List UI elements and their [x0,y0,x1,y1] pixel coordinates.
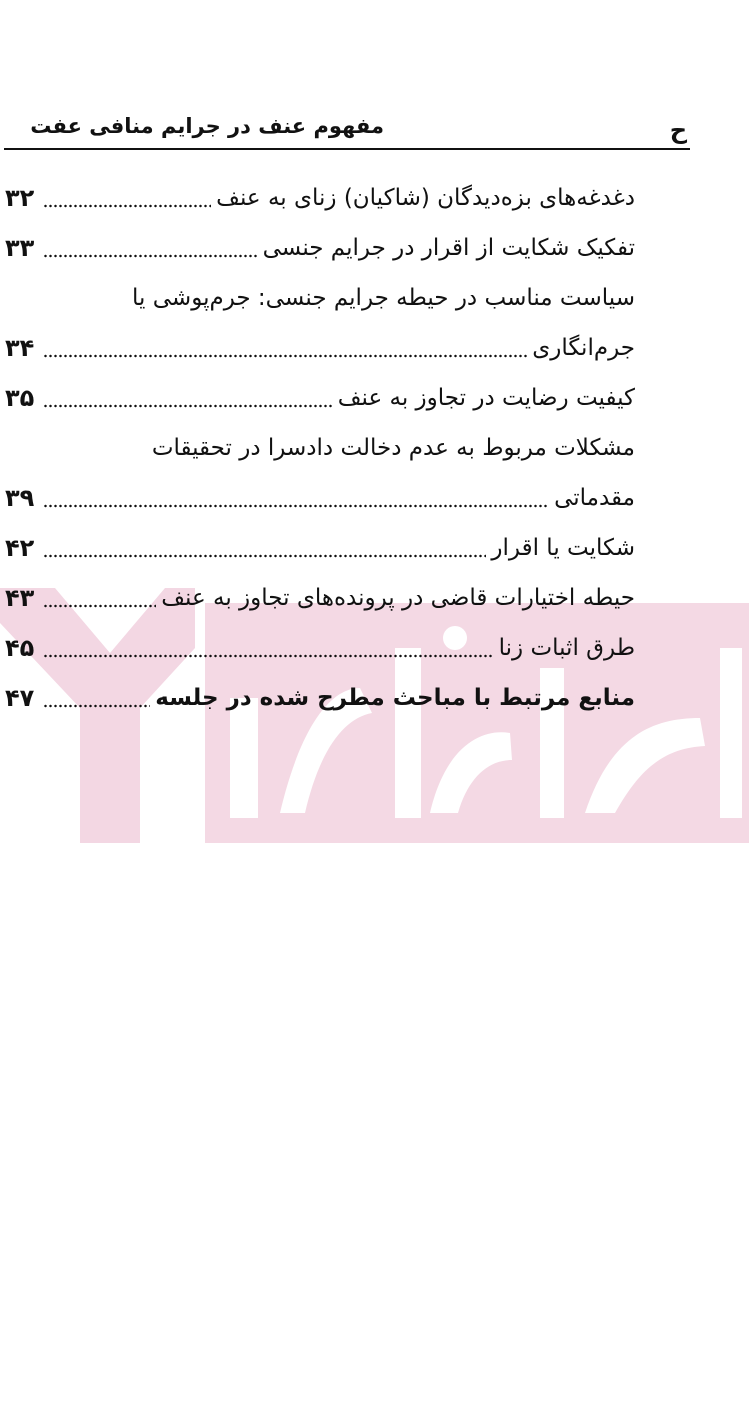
toc-page-number: ۳۹ [5,484,35,512]
header-divider [4,148,690,150]
dot-leader [43,554,486,558]
toc-page-number: ۳۴ [5,334,35,362]
toc-entry [5,523,635,573]
toc-page-number: ۳۲ [5,184,35,212]
page-number: ح [669,116,687,144]
toc-entry-title: دغدغه‌های بزه‌دیدگان (شاکیان) زنای به عنف [216,185,635,211]
toc-page-number: ۴۳ [5,584,35,612]
toc-entry [5,373,635,423]
toc-entry [5,323,635,373]
dot-leader [43,254,258,258]
toc-page-number: ۳۵ [5,384,35,412]
toc-entry [5,573,635,623]
dot-leader [43,704,150,708]
table-of-contents [5,173,635,723]
toc-entry-title: حیطه اختیارات قاضی در پرونده‌های تجاوز به عنف [161,585,635,611]
toc-entry-title: تفکیک شکایت از اقرار در جرایم جنسی [262,235,635,261]
toc-entry [5,423,635,473]
toc-entry-title: سیاست مناسب در حیطه جرایم جنسی: جرم‌پوشی یا [132,285,635,311]
running-title: مفهوم عنف در جرایم منافی عفت [30,114,384,138]
toc-page-number: ۴۷ [5,684,35,712]
dot-leader [43,204,211,208]
toc-entry [5,273,635,323]
toc-entry [5,473,635,523]
dot-leader [43,354,527,358]
toc-entry-title: کیفیت رضایت در تجاوز به عنف [337,385,635,411]
toc-entry-title: طرق اثبات زنا [498,635,635,661]
toc-entry [5,623,635,673]
toc-page-number: ۳۳ [5,234,35,262]
dot-leader [43,604,156,608]
toc-entry-title: مقدماتی [554,485,635,511]
toc-page-number: ۴۵ [5,634,35,662]
toc-entry [5,673,635,723]
dot-leader [43,504,549,508]
toc-entry [5,173,635,223]
toc-entry-title: مشکلات مربوط به عدم دخالت دادسرا در تحقیقات [151,435,635,461]
toc-page-number: ۴۲ [5,534,35,562]
toc-entry-title: شکایت یا اقرار [491,535,635,561]
dot-leader [43,654,494,658]
toc-entry [5,223,635,273]
running-header [0,108,749,154]
toc-entry-title: جرم‌انگاری [532,335,635,361]
toc-entry-title: منابع مرتبط با مباحث مطرح شده در جلسه [155,685,635,711]
dot-leader [43,404,333,408]
